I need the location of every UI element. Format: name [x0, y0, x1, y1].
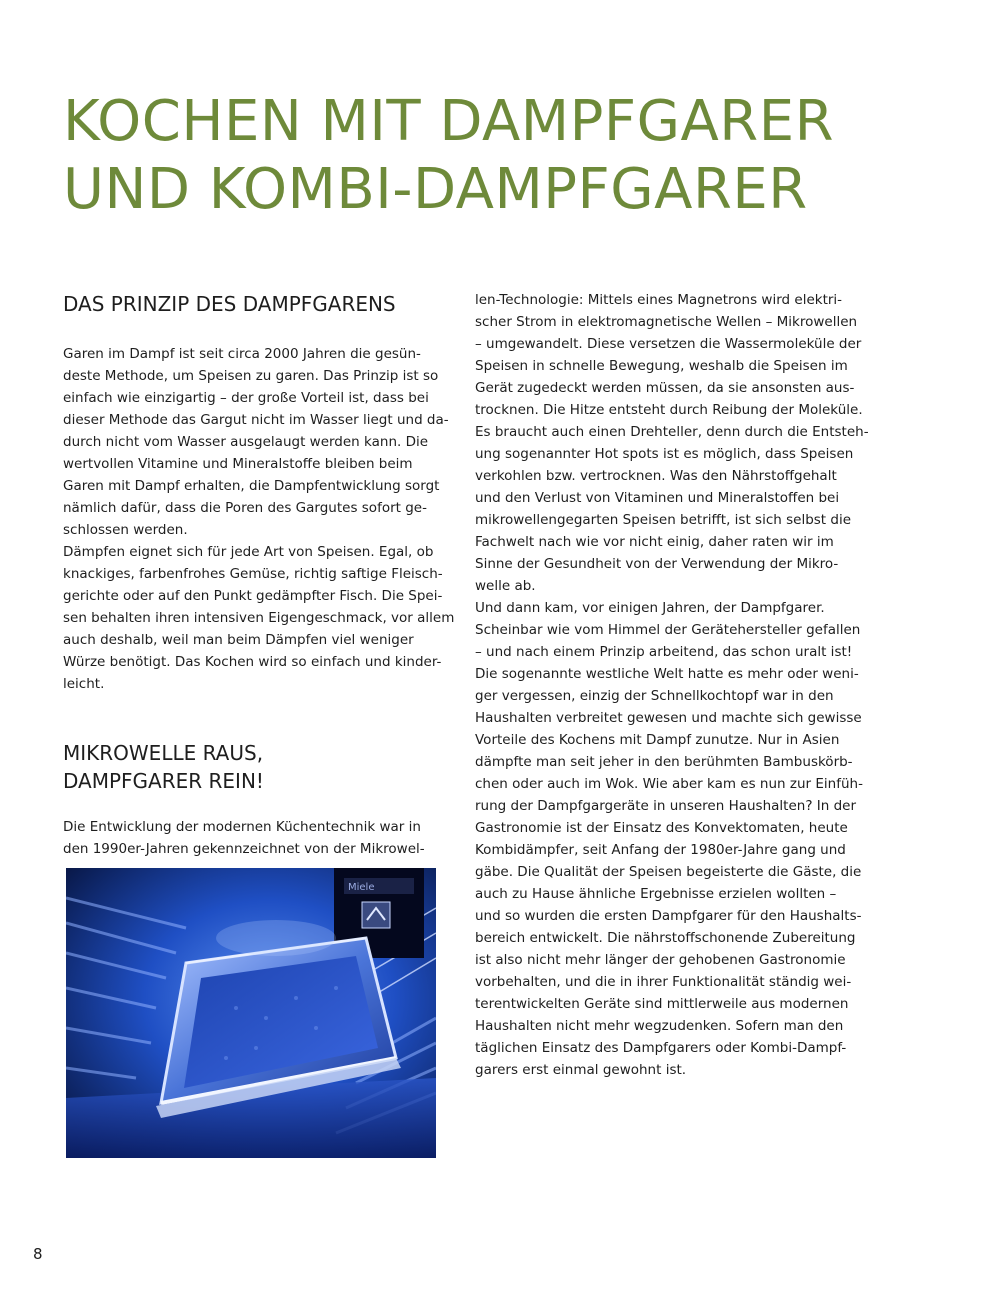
right-column-text-line: ist also nicht mehr länger der gehobenen Gastronomie	[475, 952, 846, 968]
mikrowelle-text-line: Die Entwicklung der modernen Küchentechnik war in	[63, 819, 421, 835]
section-heading-mikrowelle-line-1: MIKROWELLE RAUS,	[63, 741, 264, 765]
mikrowelle-text-line: den 1990er-Jahren gekennzeichnet von der Mikrowel-	[63, 841, 425, 857]
prinzip-text-line: deste Methode, um Speisen zu garen. Das Prinzip ist so	[63, 368, 439, 384]
right-column-text-line: auch zu Hause ähnliche Ergebnisse erzielen wollten –	[475, 886, 837, 902]
prinzip-text-line: leicht.	[63, 676, 105, 692]
prinzip-text-line: knackiges, farbenfrohes Gemüse, richtig saftige Fleisch-	[63, 566, 443, 582]
right-column-text-line: terentwickelten Geräte sind mittlerweile aus modernen	[475, 996, 849, 1012]
paragraph-mikrowelle	[63, 816, 425, 860]
prinzip-text-line: wertvollen Vitamine und Mineralstoffe bleiben beim	[63, 456, 413, 472]
right-column-text-line: garers erst einmal gewohnt ist.	[475, 1062, 687, 1078]
page-number: 8	[33, 1245, 43, 1263]
right-column-text-line: chen oder auch im Wok. Wie aber kam es nun zur Einfüh-	[475, 776, 863, 792]
right-column-text-line: Scheinbar wie vom Himmel der Gerätehersteller gefallen	[475, 622, 861, 638]
right-column-text-line: mikrowellengegarten Speisen betrifft, ist sich selbst die	[475, 512, 852, 528]
page-title-line-1: KOCHEN MIT DAMPFGARER	[63, 89, 835, 154]
prinzip-text-line: Würze benötigt. Das Kochen wird so einfach und kinder-	[63, 654, 442, 670]
right-column-text-line: rung der Dampfgargeräte in unseren Haushalten? In der	[475, 798, 857, 814]
right-column-text-line: Gastronomie ist der Einsatz des Konvektomaten, heute	[475, 820, 848, 836]
prinzip-text-line: gerichte oder auf den Punkt gedämpfter Fisch. Die Spei-	[63, 588, 443, 604]
right-column-text-line: Es braucht auch einen Drehteller, denn durch die Entsteh-	[475, 424, 869, 440]
right-column-text-line: Vorteile des Kochens mit Dampf zunutze. Nur in Asien	[475, 732, 840, 748]
right-column-text-line: – und nach einem Prinzip arbeitend, das schon uralt ist!	[475, 644, 853, 660]
right-column-text-line: scher Strom in elektromagnetische Wellen – Mikrowellen	[475, 314, 858, 330]
section-heading-prinzip: DAS PRINZIP DES DAMPFGARENS	[63, 292, 396, 316]
right-column-text-line: gäbe. Die Qualität der Speisen begeisterte die Gäste, die	[475, 864, 862, 880]
prinzip-text-line: Garen mit Dampf erhalten, die Dampfentwicklung sorgt	[63, 478, 440, 494]
right-column-text-line: vorbehalten, und die in ihrer Funktionalität ständig wei-	[475, 974, 852, 990]
right-column-text-line: Gerät zugedeckt werden müssen, da sie ansonsten aus-	[475, 380, 855, 396]
right-column-text-line: täglichen Einsatz des Dampfgarers oder Kombi-Dampf-	[475, 1040, 847, 1056]
right-column-text-line: Kombidämpfer, seit Anfang der 1980er-Jahre gang und	[475, 842, 846, 858]
prinzip-text-line: Dämpfen eignet sich für jede Art von Speisen. Egal, ob	[63, 544, 434, 560]
right-column-text-line: ger vergessen, einzig der Schnellkochtopf war in den	[475, 688, 834, 704]
section-heading-mikrowelle-line-2: DAMPFGARER REIN!	[63, 769, 264, 793]
prinzip-text-line: schlossen werden.	[63, 522, 188, 538]
right-column-text-line: Sinne der Gesundheit von der Verwendung der Mikro-	[475, 556, 839, 572]
right-column-text-line: Die sogenannte westliche Welt hatte es mehr oder weni-	[475, 666, 859, 682]
prinzip-text-line: Garen im Dampf ist seit circa 2000 Jahren die gesün-	[63, 346, 421, 362]
prinzip-text-line: durch nicht vom Wasser ausgelaugt werden kann. Die	[63, 434, 429, 450]
right-column-text-line: Haushalten nicht mehr wegzudenken. Sofern man den	[475, 1018, 844, 1034]
prinzip-text-line: dieser Methode das Gargut nicht im Wasser liegt und da-	[63, 412, 449, 428]
steamer-tray-photo	[66, 868, 436, 1158]
prinzip-text-line: auch deshalb, weil man beim Dämpfen viel weniger	[63, 632, 414, 648]
right-column-text-line: Fachwelt nach wie vor nicht einig, daher raten wir im	[475, 534, 834, 550]
right-column-text-line: Und dann kam, vor einigen Jahren, der Dampfgarer.	[475, 600, 825, 616]
right-column-text-line: – umgewandelt. Diese versetzen die Wassermoleküle der	[475, 336, 862, 352]
right-column-text-line: trocknen. Die Hitze entsteht durch Reibung der Moleküle.	[475, 402, 863, 418]
section-heading-mikrowelle	[63, 739, 264, 795]
right-column-text-line: Haushalten verbreitet gewesen und machte sich gewisse	[475, 710, 862, 726]
svg-text:Miele: Miele	[348, 882, 375, 893]
prinzip-text-line: nämlich dafür, dass die Poren des Gargutes sofort ge-	[63, 500, 427, 516]
prinzip-text-line: sen behalten ihren intensiven Eigengeschmack, vor allem	[63, 610, 455, 626]
right-column-text-line: verkohlen bzw. vertrocknen. Was den Nährstoffgehalt	[475, 468, 837, 484]
right-column-text-line: dämpfte man seit jeher in den berühmten Bambuskörb-	[475, 754, 853, 770]
right-column-text-line: und den Verlust von Vitaminen und Mineralstoffen bei	[475, 490, 840, 506]
prinzip-text-line: einfach wie einzigartig – der große Vorteil ist, dass bei	[63, 390, 429, 406]
right-column-text-line: len-Technologie: Mittels eines Magnetrons wird elektri-	[475, 292, 843, 308]
page-title	[63, 88, 963, 224]
right-column-text-line: Speisen in schnelle Bewegung, weshalb die Speisen im	[475, 358, 848, 374]
right-column-text-line: welle ab.	[475, 578, 536, 594]
paragraph-right-column	[475, 289, 869, 1081]
paragraph-prinzip	[63, 343, 454, 695]
right-column-text-line: ung sogenannter Hot spots ist es möglich, dass Speisen	[475, 446, 854, 462]
page-title-line-2: UND KOMBI-DAMPFGARER	[63, 157, 808, 222]
right-column-text-line: bereich entwickelt. Die nährstoffschonende Zubereitung	[475, 930, 856, 946]
right-column-text-line: und so wurden die ersten Dampfgarer für den Haushalts-	[475, 908, 862, 924]
